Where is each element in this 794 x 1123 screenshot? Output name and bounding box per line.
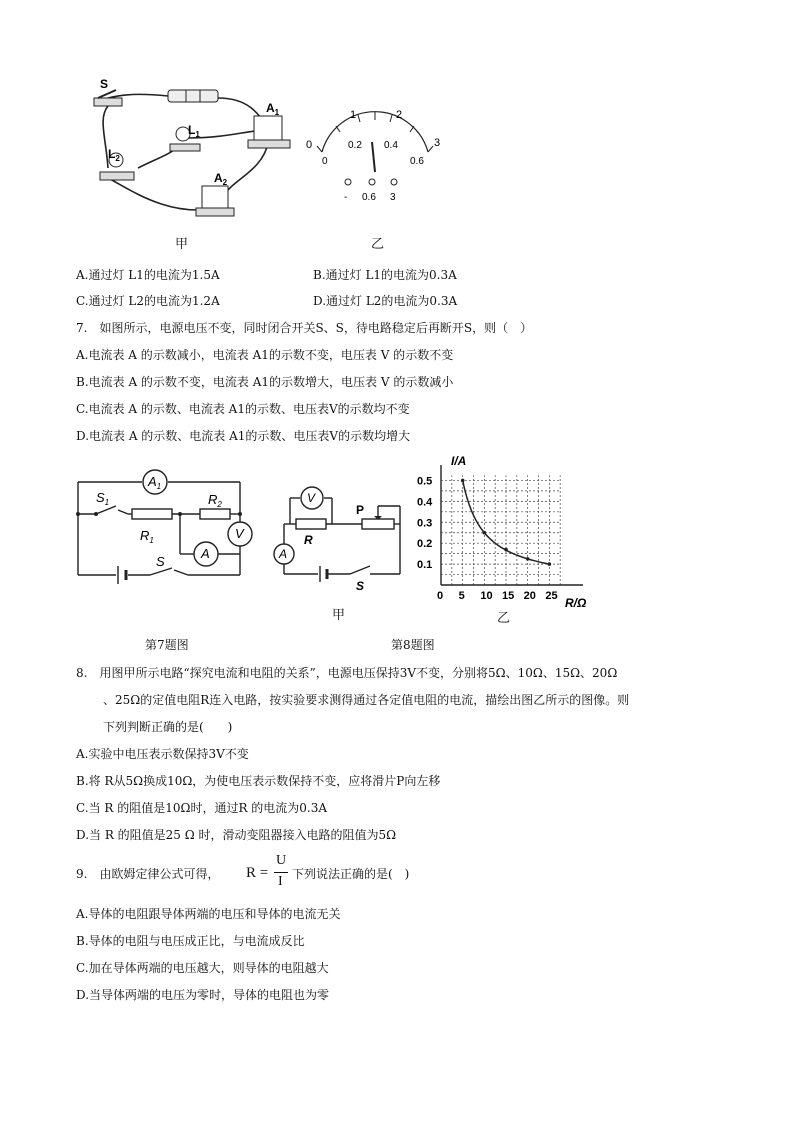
q9-fraction-bar [274, 872, 288, 873]
q8-chart-xlabel: R/Ω [565, 596, 587, 610]
q6-option-b: B.通过灯 L1的电流为0.3A [313, 268, 457, 282]
svg-text:3: 3 [434, 137, 441, 149]
q7-circuit [70, 460, 270, 600]
q9-option-d: D.当导体两端的电压为零时，导体的电阻也为零 [76, 988, 330, 1002]
q8-x-tick-label: 0 [437, 590, 444, 602]
q9-option-c: C.加在导体两端的电压越大，则导体的电阻越大 [76, 961, 329, 975]
svg-text:-: - [344, 192, 348, 203]
svg-text:A: A [201, 546, 210, 561]
svg-text:3: 3 [390, 192, 396, 203]
q8-circuit-jia [270, 478, 410, 598]
svg-text:P: P [356, 503, 365, 517]
q8-y-tick-label: 0.3 [417, 517, 433, 530]
q8-stem-line-2: 、25Ω的定值电阻R连入电路，按实验要求测得通过各定值电阻的电流，描绘出图乙所示的图像。则 [103, 693, 630, 707]
svg-text:2: 2 [396, 109, 403, 121]
q8-y-tick-label: 0.1 [417, 559, 433, 572]
q8-option-b: B.将 R从5Ω换成10Ω，为使电压表示数保持不变，应将滑片P向左移 [76, 774, 441, 788]
svg-text:A1: $A_1$ [148, 474, 162, 491]
svg-text:R: R [304, 533, 313, 547]
svg-text:1: 1 [350, 109, 357, 121]
q8-option-a: A.实验中电压表示数保持3V不变 [76, 747, 249, 761]
svg-text:S: S [156, 554, 165, 569]
q8-y-tick-label: 0.2 [417, 538, 433, 551]
svg-text:S: S [356, 579, 365, 593]
q8-stem-line-3: 下列判断正确的是( ) [103, 720, 233, 734]
q8-chart-ylabel: I/A [451, 455, 467, 468]
svg-text:L2: $L_2$ [108, 147, 120, 163]
svg-text:0: 0 [306, 139, 313, 151]
q7-caption: 第7题图 [145, 638, 189, 652]
svg-text:A2: $A_2$ [214, 171, 228, 187]
svg-text:V: V [307, 491, 316, 505]
q6-figure-jia [78, 68, 318, 228]
q8-chart-yi [415, 455, 595, 615]
q8-fig-yi-label: 乙 [497, 611, 511, 626]
q8-x-tick-label: 20 [523, 590, 536, 602]
q9-suffix: 下列说法正确的是( ) [292, 867, 410, 881]
q8-x-tick-label: 25 [545, 590, 558, 602]
q8-option-d: D.当 R 的阻值是25 Ω 时，滑动变阻器接入电路的阻值为5Ω [76, 828, 397, 842]
svg-text:A1: $A_1$ [266, 101, 280, 117]
svg-text:0.6: 0.6 [362, 192, 376, 203]
q7-option-d: D.电流表 A 的示数、电流表 A1的示数、电压表V的示数均增大 [76, 429, 411, 443]
q8-x-tick-label: 5 [458, 590, 465, 602]
q9-option-b: B.导体的电阻与电压成正比，与电流成反比 [76, 934, 305, 948]
q8-x-tick-label: 15 [502, 590, 515, 602]
svg-text:S: S [100, 77, 109, 91]
svg-text:R1: $R_1$ [140, 528, 154, 545]
q7-option-a: A.电流表 A 的示数减小，电流表 A1的示数不变，电压表 V 的示数不变 [76, 348, 454, 362]
svg-text:0.4: 0.4 [384, 140, 398, 151]
q7-stem: 7. 如图所示，电源电压不变，同时闭合开关S、S，待电路稳定后再断开S，则（ ） [76, 321, 533, 335]
q8-caption: 第8题图 [391, 638, 435, 652]
q8-option-c: C.当 R 的阻值是10Ω时，通过R 的电流为0.3A [76, 801, 328, 815]
q8-fig-jia-label: 甲 [332, 608, 346, 623]
q9-option-a: A.导体的电阻跟导体两端的电压和导体的电流无关 [76, 907, 341, 921]
q8-x-tick-label: 10 [480, 590, 493, 602]
svg-text:0: 0 [322, 156, 328, 167]
q6-figure-yi-meter [300, 100, 450, 210]
q9-formula-lhs: R = [246, 865, 269, 881]
q8-y-tick-label: 0.4 [417, 496, 433, 509]
svg-text:A: A [279, 547, 288, 561]
q7-option-b: B.电流表 A 的示数不变，电流表 A1的示数增大，电压表 V 的示数减小 [76, 375, 454, 389]
q8-y-tick-label: 0.5 [417, 475, 433, 488]
q7-option-c: C.电流表 A 的示数、电流表 A1的示数、电压表V的示数均不变 [76, 402, 410, 416]
q8-stem-line-1: 8. 用图甲所示电路“探究电流和电阻的关系”，电源电压保持3V不变，分别将5Ω、10Ω、15Ω、20Ω [76, 666, 618, 680]
q9-prefix: 9. 由欧姆定律公式可得， [76, 867, 220, 881]
q6-option-c: C.通过灯 L2的电流为1.2A [76, 294, 220, 308]
svg-text:R2: $R_2$ [208, 492, 222, 509]
svg-text:0.2: 0.2 [348, 140, 362, 151]
q9-formula-numerator: U [276, 853, 287, 868]
q6-option-a: A.通过灯 L1的电流为1.5A [76, 268, 220, 282]
svg-text:V: V [235, 526, 244, 541]
q6-fig-jia-label: 甲 [175, 237, 189, 252]
svg-text:0.6: 0.6 [410, 156, 424, 167]
svg-text:L1: $L_1$ [188, 123, 200, 139]
q9-formula-denominator: I [278, 874, 283, 889]
svg-text:S1: $S_1$ [96, 490, 110, 507]
q6-option-d: D.通过灯 L2的电流为0.3A [313, 294, 458, 308]
q6-fig-yi-label: 乙 [371, 237, 385, 252]
